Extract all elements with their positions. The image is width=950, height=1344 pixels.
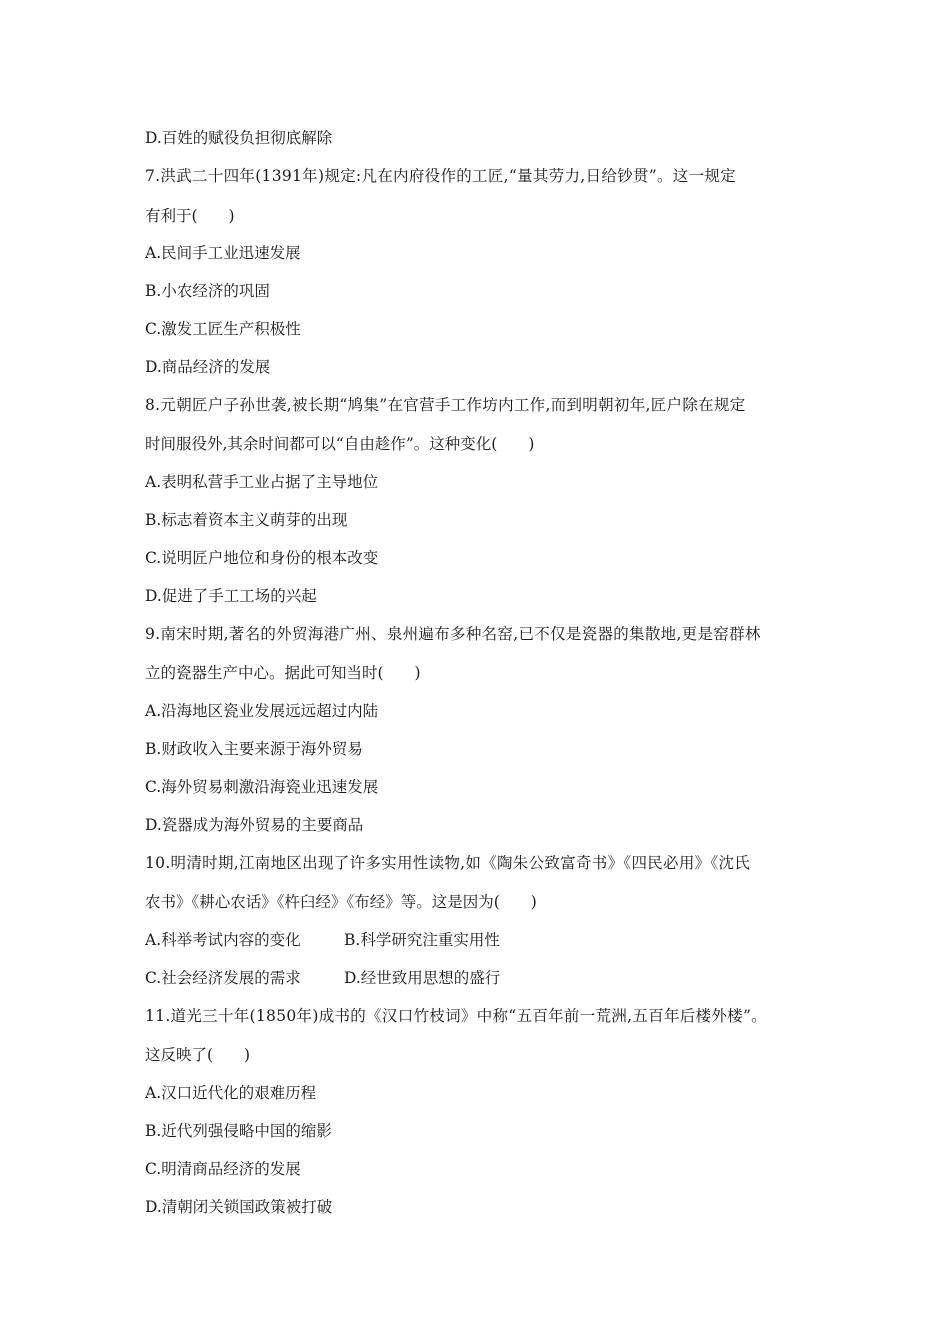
- q8-stem-line2: 时间服役外,其余时间都可以“自由趁作”。这种变化( ): [145, 435, 535, 453]
- q11-stem-line1: 11.道光三十年(1850年)成书的《汉口竹枝词》中称“五百年前一荒洲,五百年后楼外楼”。: [145, 1007, 767, 1025]
- q6-option-d: D.百姓的赋役负担彻底解除: [145, 129, 333, 147]
- q9-option-c: C.海外贸易刺激沿海瓷业迅速发展: [145, 778, 379, 796]
- q11-option-d: D.清朝闭关锁国政策被打破: [145, 1198, 333, 1216]
- q9-stem-line1: 9.南宋时期,著名的外贸海港广州、泉州遍布多种名窑,已不仅是瓷器的集散地,更是窑群林: [145, 625, 761, 643]
- q9-option-b: B.财政收入主要来源于海外贸易: [145, 740, 363, 758]
- q10-option-a: A.科举考试内容的变化: [145, 931, 301, 949]
- q9-stem-line2: 立的瓷器生产中心。据此可知当时( ): [145, 664, 421, 682]
- q11-option-a: A.汉口近代化的艰难历程: [145, 1084, 317, 1102]
- q7-stem-line1: 7.洪武二十四年(1391年)规定:凡在内府役作的工匠,“量其劳力,日给钞贯”。这一规定: [145, 167, 736, 185]
- q10-stem-line2: 农书》《耕心农话》《杵臼经》《布经》等。这是因为( ): [145, 893, 537, 911]
- q10-option-c: C.社会经济发展的需求: [145, 969, 301, 987]
- q7-option-d: D.商品经济的发展: [145, 358, 271, 376]
- q8-option-c: C.说明匠户地位和身份的根本改变: [145, 549, 379, 567]
- q11-stem-line2: 这反映了( ): [145, 1046, 251, 1064]
- q7-option-c: C.激发工匠生产积极性: [145, 320, 301, 338]
- q11-option-b: B.近代列强侵略中国的缩影: [145, 1122, 332, 1140]
- q9-option-d: D.瓷器成为海外贸易的主要商品: [145, 816, 364, 834]
- q8-stem-line1: 8.元朝匠户子孙世袭,被长期“鸠集”在官营手工作坊内工作,而到明朝初年,匠户除在规定: [145, 396, 746, 414]
- q10-stem-line1: 10.明清时期,江南地区出现了许多实用性读物,如《陶朱公致富奇书》《四民必用》《沈氏: [145, 854, 751, 872]
- q11-option-c: C.明清商品经济的发展: [145, 1160, 301, 1178]
- q8-option-b: B.标志着资本主义萌芽的出现: [145, 511, 348, 529]
- q9-option-a: A.沿海地区瓷业发展远远超过内陆: [145, 702, 379, 720]
- q7-option-a: A.民间手工业迅速发展: [145, 244, 301, 262]
- q10-option-d: D.经世致用思想的盛行: [344, 969, 501, 987]
- q10-option-b: B.科学研究注重实用性: [344, 931, 500, 949]
- q7-option-b: B.小农经济的巩固: [145, 282, 270, 300]
- q8-option-d: D.促进了手工工场的兴起: [145, 587, 317, 605]
- q7-stem-line2: 有利于( ): [145, 207, 235, 225]
- q8-option-a: A.表明私营手工业占据了主导地位: [145, 473, 379, 491]
